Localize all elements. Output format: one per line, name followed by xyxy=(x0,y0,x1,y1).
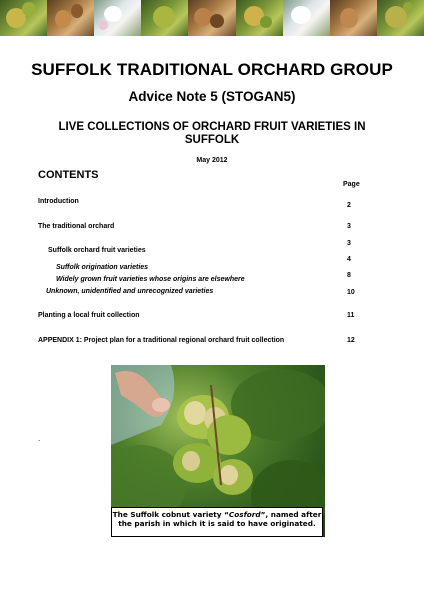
toc-page-number: 4 xyxy=(347,256,351,263)
document-heading: LIVE COLLECTIONS OF ORCHARD FRUIT VARIETIES IN SUFFOLK xyxy=(58,121,366,146)
toc-page-number: 2 xyxy=(347,202,351,209)
page-column-label: Page xyxy=(343,181,360,188)
toc-page-number: 3 xyxy=(347,240,351,247)
toc-entry-planting-collection[interactable]: Planting a local fruit collection xyxy=(38,312,140,319)
document-date: May 2012 xyxy=(196,157,228,164)
banner-image-blossom xyxy=(283,0,330,36)
toc-entry-appendix-1[interactable]: APPENDIX 1: Project plan for a traditional regional orchard fruit collection xyxy=(38,337,285,344)
banner-image-nuts xyxy=(330,0,377,36)
org-title: SUFFOLK TRADITIONAL ORCHARD GROUP xyxy=(31,60,393,79)
toc-page-number: 8 xyxy=(347,272,351,279)
toc-entry-suffolk-varieties[interactable]: Suffolk orchard fruit varieties xyxy=(48,247,146,254)
banner-image-nuts xyxy=(188,0,235,36)
contents-heading: CONTENTS xyxy=(38,169,99,181)
banner-image-apples xyxy=(377,0,424,36)
toc-entry-introduction[interactable]: Introduction xyxy=(38,198,79,205)
caption-text: The Suffolk cobnut variety “ xyxy=(112,510,229,519)
caption-variety-name: Cosford xyxy=(228,510,261,519)
banner-image-blossom xyxy=(94,0,141,36)
banner-image-apples xyxy=(141,0,188,36)
advice-note-subtitle: Advice Note 5 (STOGAN5) xyxy=(128,89,296,104)
stray-mark: . xyxy=(38,434,41,443)
caption-text-end: ”, named after the parish in which it is said to have originated. xyxy=(118,510,322,528)
banner-image-apples xyxy=(0,0,47,36)
toc-entry-traditional-orchard[interactable]: The traditional orchard xyxy=(38,223,115,230)
toc-page-number: 12 xyxy=(347,337,355,344)
toc-page-number: 11 xyxy=(347,312,355,319)
toc-entry-suffolk-origination[interactable]: Suffolk origination varieties xyxy=(56,264,149,271)
toc-page-number: 3 xyxy=(347,223,351,230)
banner-image-nuts xyxy=(47,0,94,36)
toc-entry-unknown-varieties[interactable]: Unknown, unidentified and unrecognized varieties xyxy=(46,288,214,295)
toc-entry-widely-grown[interactable]: Widely grown fruit varieties whose origins are elsewhere xyxy=(56,276,245,283)
banner-image-apples xyxy=(236,0,283,36)
header-banner xyxy=(0,0,424,36)
toc-page-number: 10 xyxy=(347,289,355,296)
photo-caption xyxy=(111,507,323,537)
